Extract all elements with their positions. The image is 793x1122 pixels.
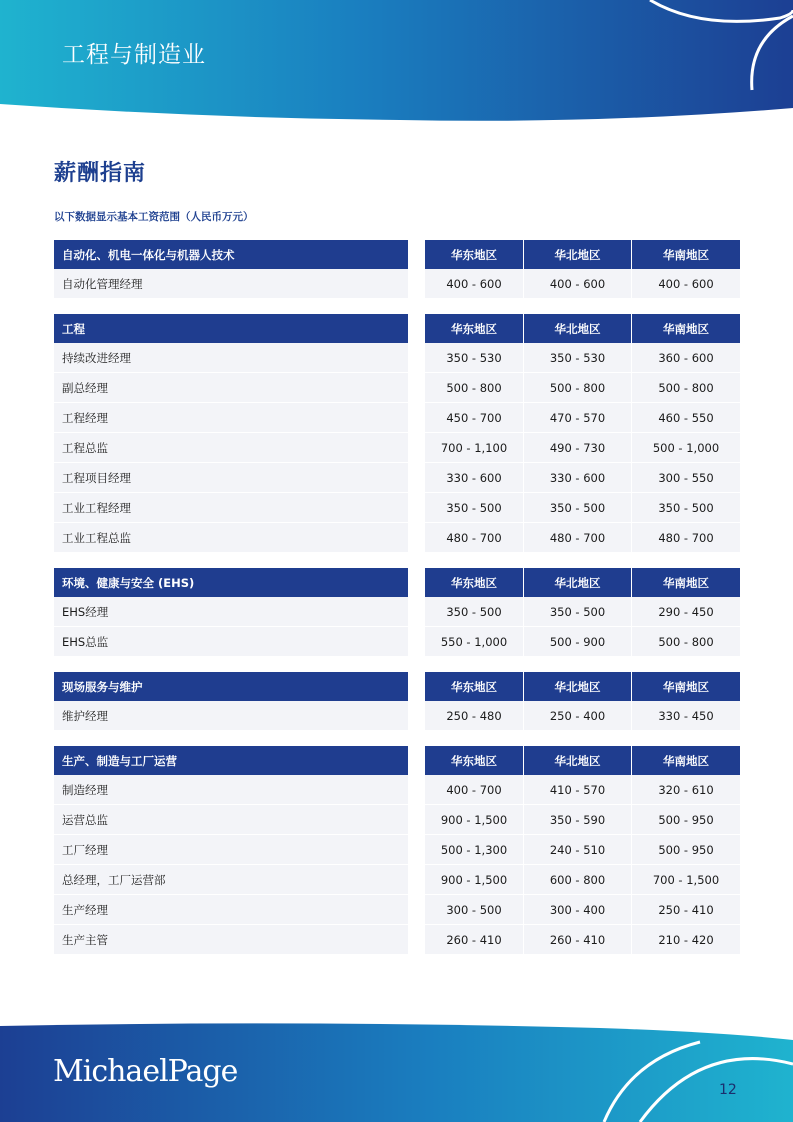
salary-range-north: 350 - 500 xyxy=(524,493,632,523)
salary-range-east: 300 - 500 xyxy=(425,895,524,925)
role-name: 副总经理 xyxy=(54,373,408,403)
role-name: EHS总监 xyxy=(54,627,408,657)
role-name: 工程经理 xyxy=(54,403,408,433)
salary-range-south: 250 - 410 xyxy=(632,895,740,925)
salary-range-east: 500 - 1,300 xyxy=(425,835,524,865)
salary-range-south: 300 - 550 xyxy=(632,463,740,493)
table-row xyxy=(54,373,740,403)
role-name: 工业工程总监 xyxy=(54,523,408,553)
salary-range-north: 330 - 600 xyxy=(524,463,632,493)
salary-group xyxy=(54,746,740,955)
salary-range-south: 210 - 420 xyxy=(632,925,740,955)
salary-range-south: 330 - 450 xyxy=(632,701,740,731)
role-name: 运营总监 xyxy=(54,805,408,835)
salary-range-north: 350 - 590 xyxy=(524,805,632,835)
salary-range-south: 500 - 800 xyxy=(632,627,740,657)
table-row xyxy=(54,597,740,627)
salary-range-north: 500 - 900 xyxy=(524,627,632,657)
salary-range-north: 240 - 510 xyxy=(524,835,632,865)
region-header: 华南地区 xyxy=(632,746,740,775)
region-header: 华东地区 xyxy=(425,240,524,269)
region-header: 华南地区 xyxy=(632,240,740,269)
category-title: 环境、健康与安全 (EHS) xyxy=(54,568,408,597)
salary-range-east: 450 - 700 xyxy=(425,403,524,433)
table-row xyxy=(54,269,740,299)
salary-range-east: 350 - 500 xyxy=(425,493,524,523)
salary-range-east: 700 - 1,100 xyxy=(425,433,524,463)
salary-group xyxy=(54,568,740,657)
salary-range-south: 350 - 500 xyxy=(632,493,740,523)
salary-range-north: 350 - 500 xyxy=(524,597,632,627)
table-row xyxy=(54,701,740,731)
region-header: 华南地区 xyxy=(632,314,740,343)
salary-range-south: 360 - 600 xyxy=(632,343,740,373)
table-row xyxy=(54,835,740,865)
category-title: 自动化、机电一体化与机器人技术 xyxy=(54,240,408,269)
role-name: 工业工程经理 xyxy=(54,493,408,523)
salary-range-east: 250 - 480 xyxy=(425,701,524,731)
group-header-row xyxy=(54,314,740,343)
group-header-row xyxy=(54,240,740,269)
salary-range-south: 500 - 950 xyxy=(632,835,740,865)
subtitle: 以下数据显示基本工资范围（人民币万元） xyxy=(54,211,254,223)
group-header-row xyxy=(54,568,740,597)
table-row xyxy=(54,493,740,523)
region-header: 华北地区 xyxy=(524,746,632,775)
salary-range-north: 490 - 730 xyxy=(524,433,632,463)
salary-range-south: 500 - 1,000 xyxy=(632,433,740,463)
salary-range-south: 290 - 450 xyxy=(632,597,740,627)
salary-range-north: 480 - 700 xyxy=(524,523,632,553)
role-name: 自动化管理经理 xyxy=(54,269,408,299)
salary-range-east: 330 - 600 xyxy=(425,463,524,493)
region-header: 华北地区 xyxy=(524,314,632,343)
salary-range-east: 350 - 530 xyxy=(425,343,524,373)
header-band xyxy=(0,0,793,122)
table-row xyxy=(54,343,740,373)
salary-range-north: 260 - 410 xyxy=(524,925,632,955)
salary-range-east: 550 - 1,000 xyxy=(425,627,524,657)
salary-range-south: 460 - 550 xyxy=(632,403,740,433)
salary-range-south: 480 - 700 xyxy=(632,523,740,553)
salary-range-north: 350 - 530 xyxy=(524,343,632,373)
region-header: 华北地区 xyxy=(524,240,632,269)
salary-group xyxy=(54,672,740,731)
table-row xyxy=(54,403,740,433)
region-header: 华北地区 xyxy=(524,672,632,701)
table-row xyxy=(54,463,740,493)
region-header: 华南地区 xyxy=(632,568,740,597)
region-header: 华东地区 xyxy=(425,314,524,343)
role-name: 维护经理 xyxy=(54,701,408,731)
table-row xyxy=(54,433,740,463)
salary-range-north: 250 - 400 xyxy=(524,701,632,731)
table-row xyxy=(54,895,740,925)
region-header: 华东地区 xyxy=(425,672,524,701)
salary-range-south: 320 - 610 xyxy=(632,775,740,805)
salary-range-north: 470 - 570 xyxy=(524,403,632,433)
group-header-row xyxy=(54,746,740,775)
salary-range-south: 500 - 950 xyxy=(632,805,740,835)
salary-range-south: 400 - 600 xyxy=(632,269,740,299)
salary-range-south: 500 - 800 xyxy=(632,373,740,403)
role-name: EHS经理 xyxy=(54,597,408,627)
region-header: 华东地区 xyxy=(425,568,524,597)
salary-range-east: 400 - 600 xyxy=(425,269,524,299)
table-row xyxy=(54,523,740,553)
role-name: 工程项目经理 xyxy=(54,463,408,493)
page-header-title: 工程与制造业 xyxy=(62,42,206,68)
salary-range-east: 900 - 1,500 xyxy=(425,805,524,835)
salary-range-east: 400 - 700 xyxy=(425,775,524,805)
region-header: 华东地区 xyxy=(425,746,524,775)
role-name: 制造经理 xyxy=(54,775,408,805)
salary-range-north: 410 - 570 xyxy=(524,775,632,805)
role-name: 总经理，工厂运营部 xyxy=(54,865,408,895)
salary-range-east: 350 - 500 xyxy=(425,597,524,627)
role-name: 生产经理 xyxy=(54,895,408,925)
salary-range-north: 500 - 800 xyxy=(524,373,632,403)
salary-range-east: 260 - 410 xyxy=(425,925,524,955)
role-name: 工厂经理 xyxy=(54,835,408,865)
table-row xyxy=(54,775,740,805)
salary-group xyxy=(54,240,740,299)
group-header-row xyxy=(54,672,740,701)
region-header: 华北地区 xyxy=(524,568,632,597)
salary-range-east: 480 - 700 xyxy=(425,523,524,553)
salary-range-south: 700 - 1,500 xyxy=(632,865,740,895)
category-title: 生产、制造与工厂运营 xyxy=(54,746,408,775)
page-number: 12 xyxy=(719,1082,737,1098)
salary-range-east: 500 - 800 xyxy=(425,373,524,403)
salary-range-north: 300 - 400 xyxy=(524,895,632,925)
table-row xyxy=(54,925,740,955)
michael-page-logo: MichaelPage xyxy=(53,1054,238,1089)
salary-range-east: 900 - 1,500 xyxy=(425,865,524,895)
section-title: 薪酬指南 xyxy=(54,161,147,186)
salary-range-north: 600 - 800 xyxy=(524,865,632,895)
table-row xyxy=(54,865,740,895)
region-header: 华南地区 xyxy=(632,672,740,701)
table-row xyxy=(54,805,740,835)
salary-group xyxy=(54,314,740,553)
table-row xyxy=(54,627,740,657)
category-title: 现场服务与维护 xyxy=(54,672,408,701)
salary-tables xyxy=(54,240,740,970)
role-name: 生产主管 xyxy=(54,925,408,955)
category-title: 工程 xyxy=(54,314,408,343)
role-name: 工程总监 xyxy=(54,433,408,463)
role-name: 持续改进经理 xyxy=(54,343,408,373)
salary-range-north: 400 - 600 xyxy=(524,269,632,299)
